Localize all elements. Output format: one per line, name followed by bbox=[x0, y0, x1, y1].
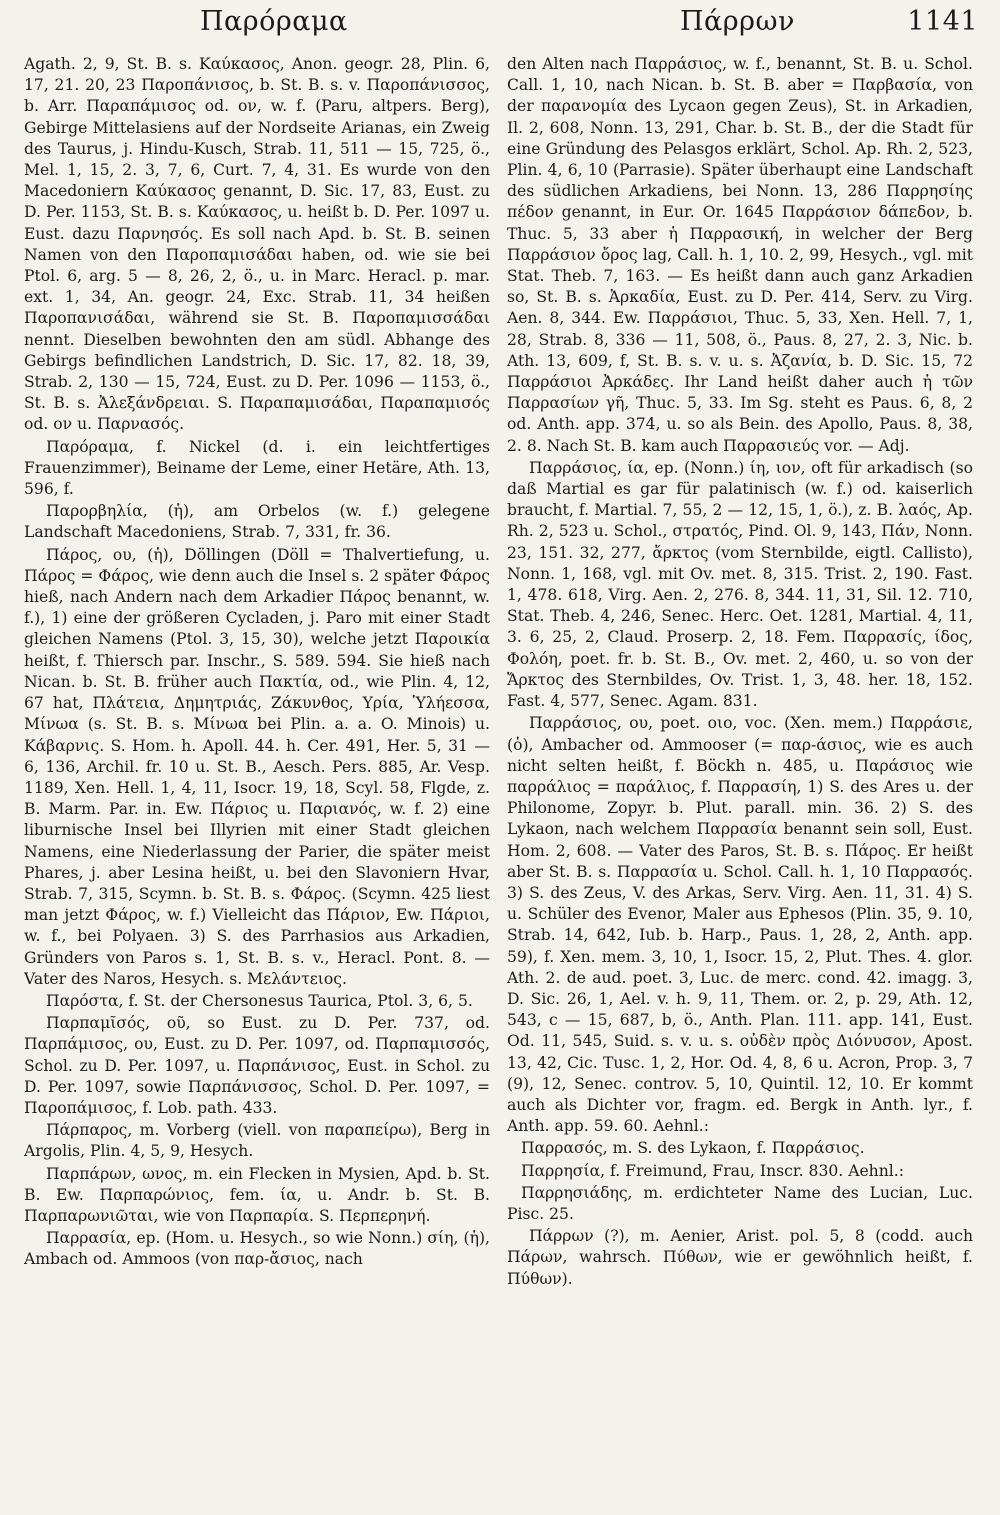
left-column bbox=[24, 54, 490, 1504]
page-number: 1141 bbox=[907, 6, 978, 37]
header-right-catchword: Πάρρων bbox=[680, 6, 795, 37]
entry-paragraph: Πάρπαρος, m. Vorberg (viell. von παραπείρω), Berg in Argolis, Plin. 4, 5, 9, Hesych. bbox=[24, 1121, 490, 1161]
header-left-catchword: Παρόραμα bbox=[200, 6, 348, 37]
entry-paragraph: Παρρασία, ep. (Hom. u. Hesych., so wie Nonn.) σίη, (ἡ), Ambach od. Ammoos (von παρ-ἄσιος, nach bbox=[24, 1229, 490, 1269]
right-column bbox=[507, 54, 973, 1504]
entry-paragraph: Παρρασός, m. S. des Lykaon, f. Παρράσιος. bbox=[521, 1139, 865, 1158]
entry-paragraph: Παρπάρων, ωνος, m. ein Flecken in Mysien, Apd. b. St. B. Ew. Παρπαρώνιος, fem. ία, u. Andr. b. St. B. Παρπαρωνιῶται, wie von Παρπαρία. S. Περπερηνή. bbox=[24, 1164, 490, 1225]
entry-paragraph: Παρρησιάδης, m. erdichteter Name des Lucian, Luc. Pisc. 25. bbox=[507, 1183, 973, 1223]
entry-paragraph: Παρόστα, f. St. der Chersonesus Taurica, Ptol. 3, 6, 5. bbox=[46, 991, 473, 1010]
page-header bbox=[22, 6, 978, 50]
entry-paragraph: Πάρος, ου, (ἡ), Döllingen (Döll = Thalvertiefung, u. Πάρος = Φάρος, wie denn auch die Insel s. 2 später Φάρος hieß, nach Andern nach dem Arkadier Πάρος benannt, w. f.), 1) eine der größeren Cycladen, j. Paro mit einer Stadt gleichen Namens (Ptol. 3, 15, 30), welche jetzt Παροικία heißt, f. Thiersch par. Inschr., S. 589. 594. Sie hieß nach Nican. b. St. B. früher auch Πακτία, od., wie Plin. 4, 12, 67 hat, Πλάτεια, Δημητριάς, Ζάκυνθος, Υρία, Ὑλήεσσα, Μίνωα (s. St. B. s. Μίνωα bei Plin. a. a. O. Minois) u. Κάβαρνις. S. Hom. h. Apoll. 44. h. Cer. 491, Her. 5, 31 — 6, 136, Archil. fr. 10 u. St. B., Aesch. Pers. 885, Ar. Vesp. 1189, Xen. Hell. 1, 4, 11, Isocr. 19, 18, Scyl. 58, Flgde, z. B. Marm. Par. in. Ew. Πάριος u. Παριανός, w. f. 2) eine liburnische Insel bei Illyrien mit einer Stadt gleichen Namens, eine Niederlassung der Parier, die später meist Phares, j. aber Lesina heißt, u. bei den Slavoniern Hvar, Strab. 7, 315, Scymn. b. St. B. s. Φάρος. (Scymn. 425 liest man jetzt Φάρος, w. f.) Vielleicht das Πάριον, Ew. Πάριοι, w. f., bei Polyaen. 3) S. des Parrhasios aus Arkadien, Gründers von Paros s. 1, St. B. s. v., Heracl. Pont. 8. — Vater des Naros, Hesych. s. Μελάντειος. bbox=[24, 545, 490, 988]
entry-paragraph: Παρόραμα, f. Nickel (d. i. ein leichtfertiges Frauenzimmer), Beiname der Leme, einer Hetäre, Ath. 13, 596, f. bbox=[24, 437, 490, 499]
entry-paragraph: Παρρησία, f. Freimund, Frau, Inscr. 830. Aehnl.: bbox=[521, 1161, 904, 1180]
entry-paragraph: Πάρρων (?), m. Aenier, Arist. pol. 5, 8 (codd. auch Πάρων, wahrsch. Πύθων, wie er gewöhnlich heißt, f. Πύθων). bbox=[507, 1227, 973, 1288]
entry-paragraph: Παρράσιος, ία, ep. (Nonn.) ίη, ιον, oft für arkadisch (so daß Martial es gar für palatinisch (w. f.) od. kaiserlich braucht, f. Martial. 7, 55, 2 — 12, 15, 1, ö.), z. B. λαός, Ap. Rh. 2, 523 u. Schol., στρατός, Pind. Ol. 9, 143, Πάν, Nonn. 23, 151. 32, 277, ἄρκτος (vom Sternbilde, eigtl. Callisto), Nonn. 1, 168, vgl. mit Ov. met. 8, 315. Trist. 2, 190. Fast. 1, 478. 618, Virg. Aen. 2, 276. 8, 344. 11, 31, Sil. 12. 710, Stat. Theb. 4, 246, Senec. Herc. Oet. 1281, Martial. 4, 11, 3. 6, 25, 2, Claud. Proserp. 2, 18. Fem. Παρρασίς, ίδος, Φολόη, poet. fr. b. St. B., Ov. met. 2, 460, u. so von der Ἄρκτος des Sternbildes, Ov. Trist. 1, 3, 48. her. 18, 152. Fast. 4, 577, Senec. Agam. 831. bbox=[507, 458, 973, 711]
entry-paragraph: Παρράσιος, ου, poet. οιο, voc. (Xen. mem.) Παρράσιε, (ὁ), Ambacher od. Ammooser (= παρ-άσιος, wie es auch nicht selten heißt, f. Böckh n. 485, u. Παράσιος wie παρράλιος = παράλιος, f. Παρρασίη, 1) S. des Ares u. der Philonome, Zopyr. b. Plut. parall. min. 36. 2) S. des Lykaon, nach welchem Παρρασία benannt sein soll, Eust. Hom. 2, 608. — Vater des Paros, St. B. s. Πάρος. Er heißt aber St. B. s. Παρρασία u. Schol. Call. h. 1, 10 Παρρασός. 3) S. des Zeus, V. des Arkas, Serv. Virg. Aen. 11, 31. 4) S. u. Schüler des Evenor, Maler aus Ephesos (Plin. 35, 9. 10, Strab. 14, 642, Iub. b. Harp., Paus. 1, 28, 2, Anth. app. 59), f. Xen. mem. 3, 10, 1, Isocr. 15, 2, Plut. Thes. 4. glor. Ath. 2. de aud. poet. 3, Luc. de merc. cond. 42. imagg. 3, D. Sic. 26, 1, Ael. v. h. 9, 11, Them. or. 2, p. 29, Ath. 12, 543, c — 15, 687, b, ö., Anth. Plan. 111. app. 141, Eust. Od. 11, 545, Suid. s. v. u. s. οὐδὲν πρὸς Διόνυσον, Apost. 13, 42, Cic. Tusc. 1, 2, Hor. Od. 4, 8, 6 u. Acron, Prop. 3, 7 (9), 12, Senec. controv. 5, 10, Quintil. 12, 10. Er kommt auch als Dichter vor, fragm. ed. Bergk in Anth. lyr., f. Anth. app. 59. 60. Aehnl.: bbox=[507, 714, 973, 1136]
entry-paragraph: den Alten nach Παρράσιος, w. f., benannt, St. B. u. Schol. Call. 1, 10, nach Nican. b. St. B. aber = Παρβασία, von der παρανομία des Lycaon gegen Zeus), St. in Arkadien, Il. 2, 608, Nonn. 13, 291, Char. b. St. B., der die Stadt für eine Gründung des Pelasgos erklärt, Schol. Ap. Rh. 2, 523, Plin. 4, 6, 10 (Parrasie). Später überhaupt eine Landschaft des südlichen Arkadiens, bei Nonn. 13, 286 Παρρησίης πέδον genannt, in Eur. Or. 1645 Παρράσιον δάπεδον, b. Thuc. 5, 33 aber ἡ Παρρασική, in welcher der Berg Παρράσιον ὄρος lag, Call. h. 1, 10. 2, 99, Hesych., vgl. mit Stat. Theb. 7, 163. — Es heißt dann auch ganz Arkadien so, St. B. s. Ἀρκαδία, Eust. zu D. Per. 414, Serv. zu Virg. Aen. 8, 344. Ew. Παρράσιοι, Thuc. 5, 33, Xen. Hell. 7, 1, 28, Strab. 8, 336 — 11, 508, ö., Paus. 8, 27, 2. 3, Nic. b. Ath. 13, 609, f, St. B. s. v. u. s. Ἀζανία, b. D. Sic. 15, 72 Παρράσιοι Ἀρκάδες. Ihr Land heißt daher auch ἡ τῶν Παρρασίων γῆ, Thuc. 5, 33. Im Sg. steht es Paus. 6, 8, 2 od. Anth. app. 374, u. so als Bein. des Apollo, Paus. 8, 38, 2. 8. Nach St. B. kam auch Παρρασιεύς vor. — Adj. bbox=[507, 55, 973, 455]
entry-paragraph: Agath. 2, 9, St. B. s. Καύκασος, Anon. geogr. 28, Plin. 6, 17, 21. 20, 23 Παροπάνισος, b. St. B. s. v. Παροπάνισσος, b. Arr. Παραπάμισος od. ον, w. f. (Paru, altpers. Berg), Gebirge Mittelasiens auf der Nordseite Arianas, ein Zweig des Taurus, j. Hindu-Kusch, Strab. 11, 511 — 15, 725, ö., Mel. 1, 15, 2. 3, 7, 6, Curt. 7, 4, 31. Es wurde von den Macedoniern Καύκασος genannt, D. Sic. 17, 83, Eust. zu D. Per. 1153, St. B. s. Καύκασος, u. heißt b. D. Per. 1097 u. Eust. dazu Παρνησός. Es soll nach Apd. b. St. B. seinen Namen von den Παροπαμισάδαι haben, od. wie sie bei Ptol. 6, arg. 5 — 8, 26, 2, ö., u. in Marc. Heracl. p. mar. ext. 1, 34, An. geogr. 24, Exc. Strab. 11, 34 heißen Παροπανισάδαι, während sie St. B. Παροπαμισσάδαι nennt. Dieselben bewohnten den am südl. Abhange des Gebirgs befindlichen Landstrich, D. Sic. 17, 82. 18, 39, Strab. 2, 130 — 15, 724, Eust. zu D. Per. 1096 — 1153, ö., St. B. s. Ἀλεξάνδρειαι. S. Παραπαμισάδαι, Παραπαμισός od. ον u. Παρνασός. bbox=[24, 55, 490, 434]
entry-paragraph: Παρπαμῖσός, οῦ, so Eust. zu D. Per. 737, od. Παρπάμισος, ου, Eust. zu D. Per. 1097, od. Παρπαμισσός, Schol. zu D. Per. 1097, u. Παρπάνισος, Eust. in Schol. zu D. Per. 1097, sowie Παρπάνισσος, Schol. D. Per. 1097, = Παροπάμισος, f. Lob. path. 433. bbox=[24, 1014, 490, 1117]
entry-paragraph: Παρορβηλία, (ἡ), am Orbelos (w. f.) gelegene Landschaft Macedoniens, Strab. 7, 331, fr. 36. bbox=[24, 502, 490, 542]
